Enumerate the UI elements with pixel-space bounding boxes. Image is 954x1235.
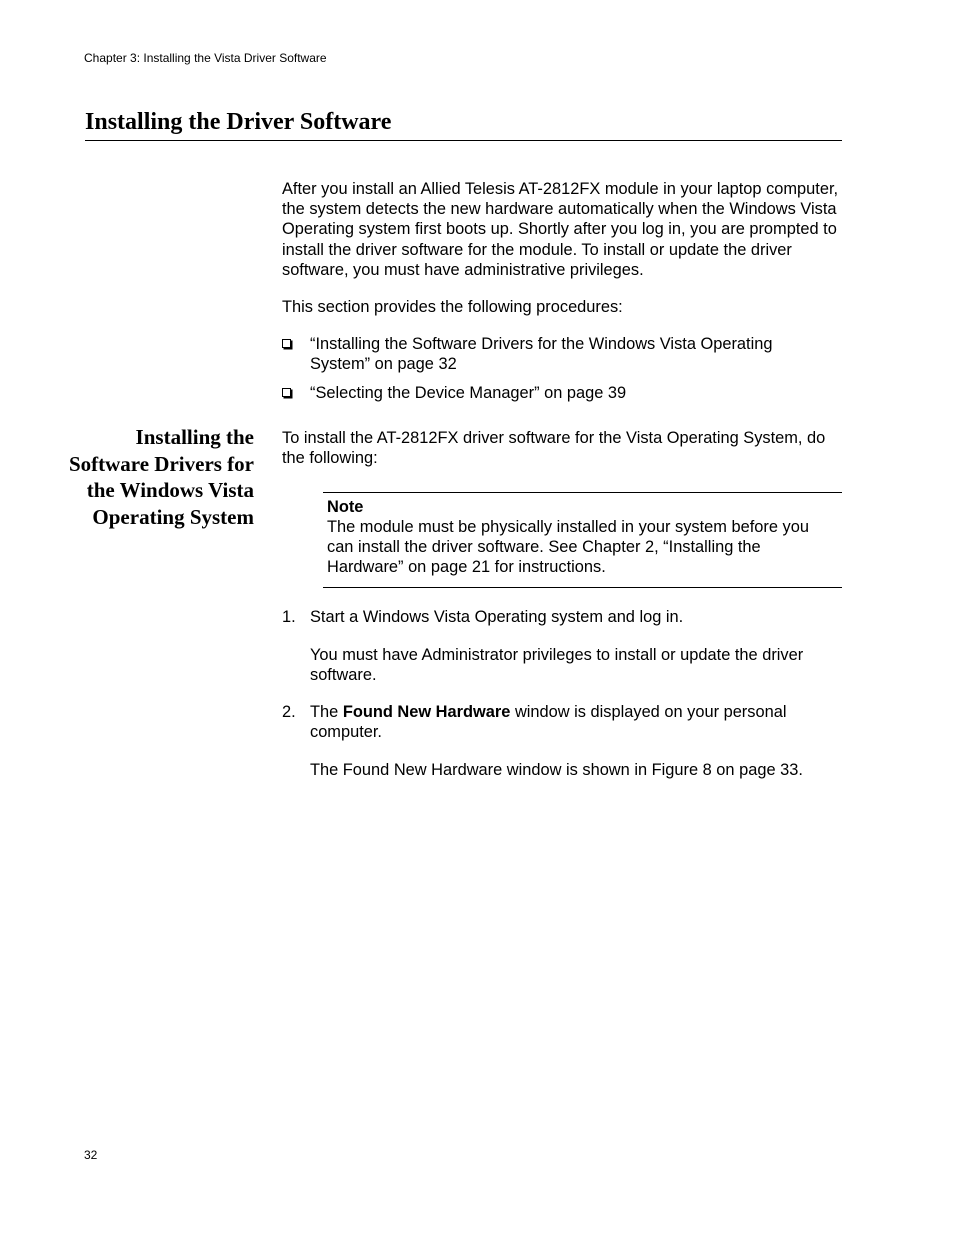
subsection-intro: To install the AT-2812FX driver software for the Vista Operating System, do the following:	[282, 429, 826, 468]
step-text-lead: The	[310, 703, 343, 721]
procedure-list-item	[282, 383, 802, 403]
section-title: Installing the Driver Software	[85, 109, 392, 135]
intro-paragraph: After you install an Allied Telesis AT-2812FX module in your laptop computer, the system detects the new hardware automatically when the Windows Vista Operating system first boots up. Shortly after you log in, you are prompted to install the driver software for the module. To install or update the driver software, you must have administrative privileges.	[282, 180, 839, 279]
checkbox-bullet-icon	[282, 339, 291, 348]
subsection-heading: Installing the Software Drivers for the Windows Vista Operating System	[68, 425, 254, 529]
step-text	[310, 702, 842, 742]
step-number: 1.	[282, 608, 296, 626]
window-name: Found New Hardware	[342, 703, 511, 721]
running-header: Chapter 3: Installing the Vista Driver Software	[84, 51, 327, 65]
title-divider	[85, 140, 842, 141]
note-box	[323, 492, 842, 588]
step-text-trail: window is displayed on your personal computer.	[310, 703, 787, 742]
procedure-link-text: “Installing the Software Drivers for the Windows Vista Operating System” on page 32	[310, 335, 773, 374]
step-detail: You must have Administrator privileges to install or update the driver software.	[310, 646, 804, 685]
checkbox-bullet-icon	[282, 388, 291, 397]
step-number: 2.	[282, 703, 296, 721]
note-text: The module must be physically installed in your system before you can install the driver software. See Chapter 2, “Installing the Hardware” on page 21 for instructions.	[327, 518, 809, 577]
page-number: 32	[84, 1148, 98, 1162]
step-text: Start a Windows Vista Operating system and log in.	[310, 608, 684, 626]
note-label: Note	[327, 498, 364, 516]
procedure-list-item	[282, 334, 802, 374]
procedures-lead: This section provides the following procedures:	[282, 298, 623, 316]
procedure-link-text: “Selecting the Device Manager” on page 39	[310, 384, 627, 402]
step-detail: The Found New Hardware window is shown in Figure 8 on page 33.	[310, 761, 803, 779]
